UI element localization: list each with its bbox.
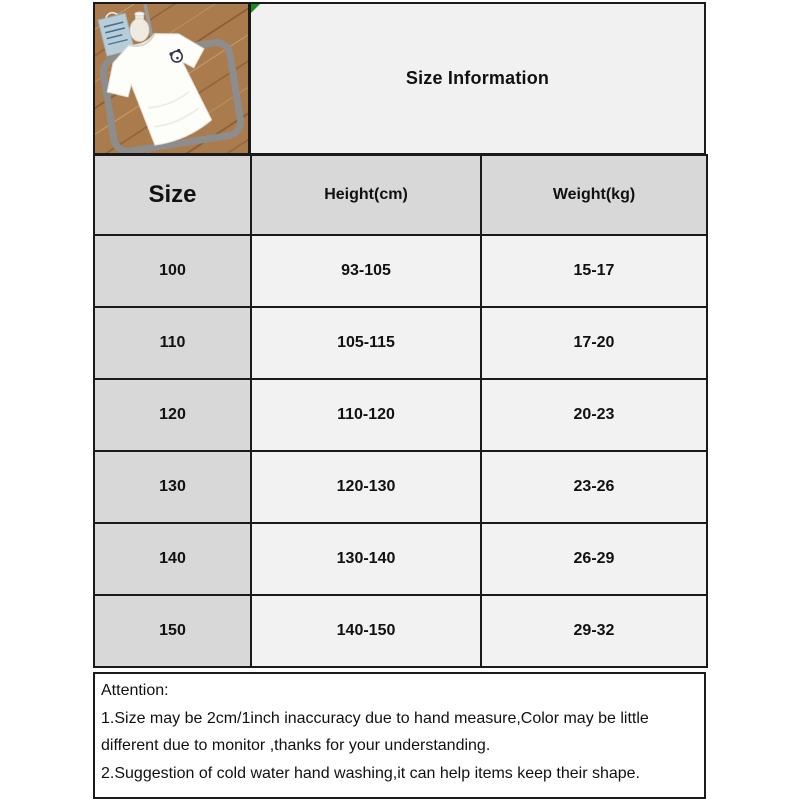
column-header-height: Height(cm) bbox=[251, 155, 481, 235]
weight-value: 15-17 bbox=[481, 235, 707, 307]
height-value: 110-120 bbox=[251, 379, 481, 451]
size-value: 120 bbox=[94, 379, 251, 451]
size-table bbox=[93, 154, 708, 668]
weight-value: 26-29 bbox=[481, 523, 707, 595]
table-row bbox=[94, 451, 707, 523]
column-header-size: Size bbox=[94, 155, 251, 235]
weight-value: 20-23 bbox=[481, 379, 707, 451]
product-photo bbox=[93, 2, 250, 155]
top-row bbox=[93, 2, 706, 155]
size-value: 100 bbox=[94, 235, 251, 307]
table-row bbox=[94, 523, 707, 595]
attention-box bbox=[93, 672, 706, 799]
height-value: 130-140 bbox=[251, 523, 481, 595]
size-value: 150 bbox=[94, 595, 251, 667]
content-sheet bbox=[93, 2, 706, 799]
table-row bbox=[94, 595, 707, 667]
height-value: 93-105 bbox=[251, 235, 481, 307]
attention-note: 2.Suggestion of cold water hand washing,it can help items keep their shape. bbox=[101, 764, 640, 782]
page-title: Size Information bbox=[405, 68, 550, 88]
weight-value: 29-32 bbox=[481, 595, 707, 667]
product-photo-illustration bbox=[95, 4, 248, 153]
cell-corner-marker-icon bbox=[251, 4, 260, 13]
height-value: 120-130 bbox=[251, 451, 481, 523]
size-value: 130 bbox=[94, 451, 251, 523]
weight-value: 23-26 bbox=[481, 451, 707, 523]
size-information-title-cell bbox=[249, 2, 706, 155]
attention-title: Attention: bbox=[101, 682, 169, 699]
table-row bbox=[94, 379, 707, 451]
height-value: 105-115 bbox=[251, 307, 481, 379]
attention-note: 1.Size may be 2cm/1inch inaccuracy due to hand measure,Color may be little different due to monitor ,thanks for your understanding. bbox=[101, 709, 649, 755]
column-header-weight: Weight(kg) bbox=[481, 155, 707, 235]
height-value: 140-150 bbox=[251, 595, 481, 667]
size-value: 140 bbox=[94, 523, 251, 595]
size-value: 110 bbox=[94, 307, 251, 379]
weight-value: 17-20 bbox=[481, 307, 707, 379]
table-row bbox=[94, 307, 707, 379]
table-header-row bbox=[94, 155, 707, 235]
table-row bbox=[94, 235, 707, 307]
